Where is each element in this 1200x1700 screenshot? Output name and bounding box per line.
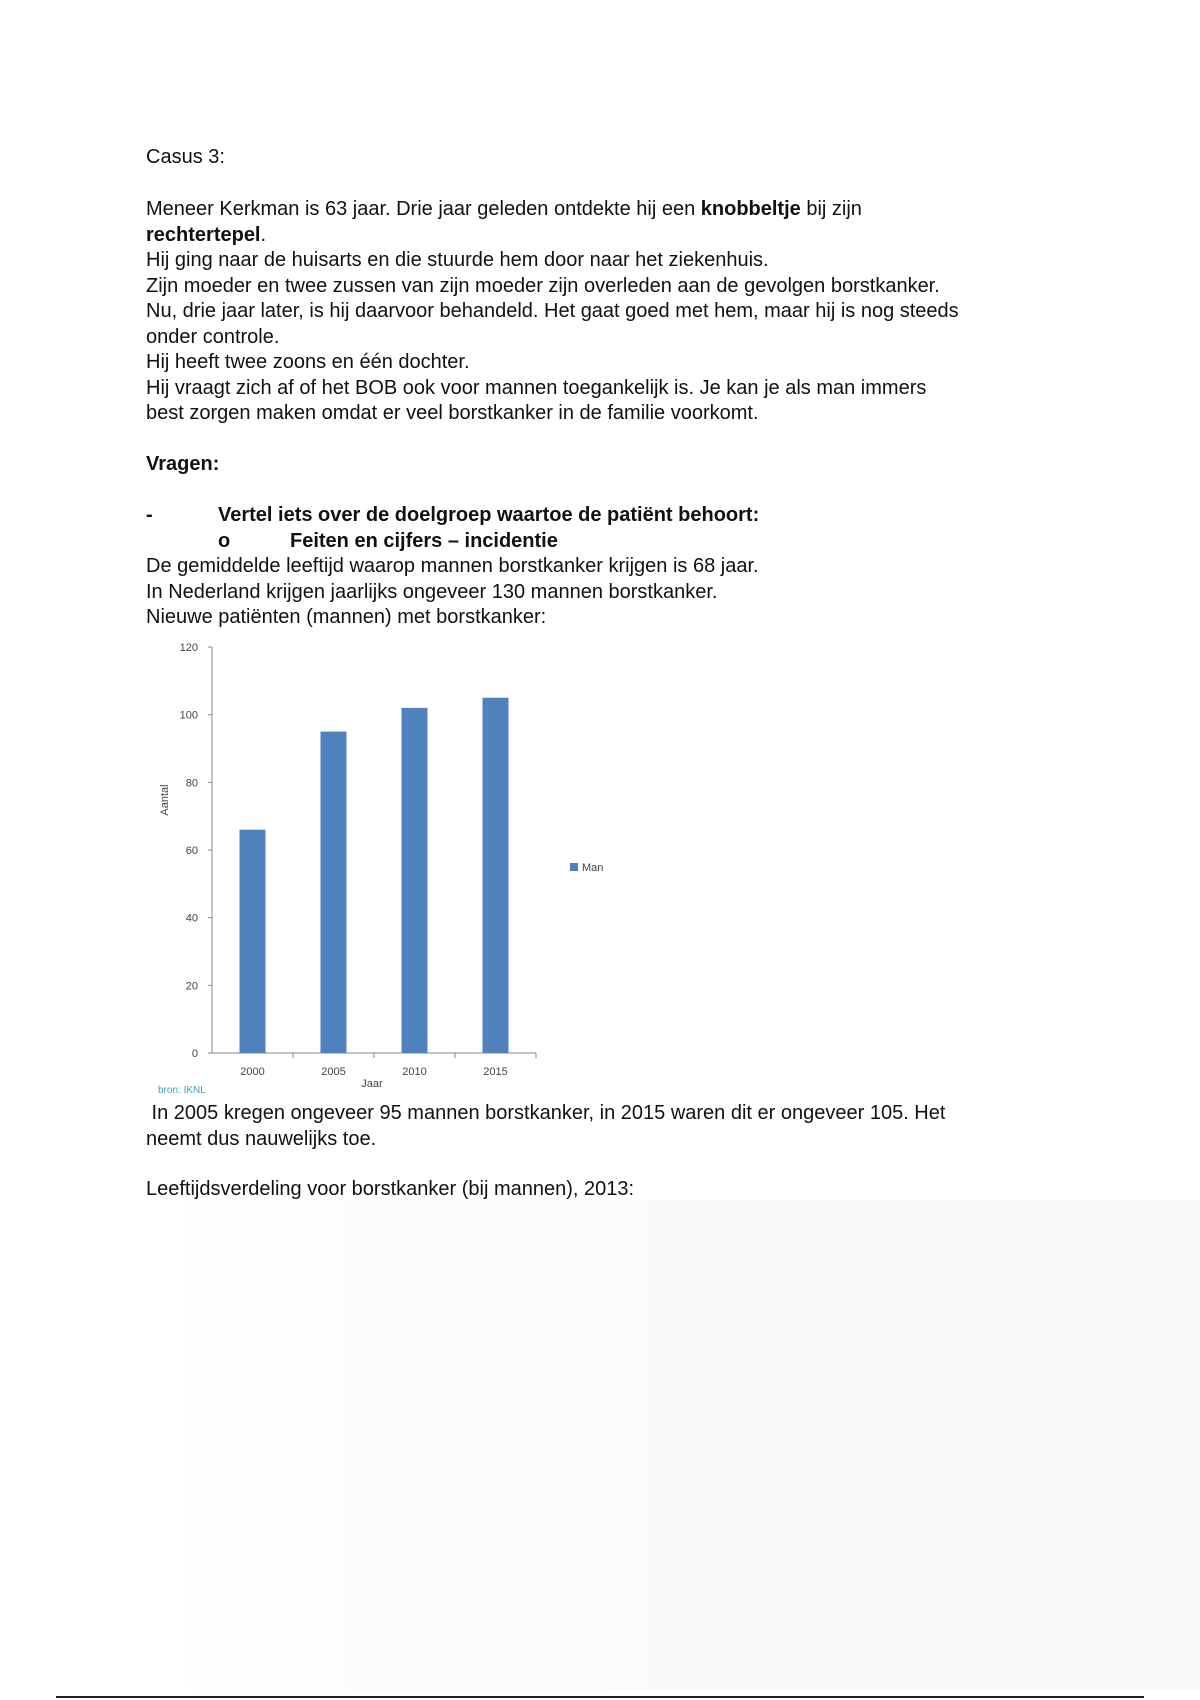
legend-label: Man — [582, 862, 604, 874]
y-tick-label: 0 — [191, 1048, 198, 1060]
intro-line-2-bold: rechtertepel — [146, 223, 261, 246]
facts-line-2: In Nederland krijgen jaarlijks ongeveer 130 mannen borstkanker. — [146, 580, 718, 603]
intro-line-4: Zijn moeder en twee zussen van zijn moeder zijn overleden aan de gevolgen borstkanker. — [146, 274, 940, 297]
intro-line-2-post: . — [260, 223, 267, 246]
age-distribution-heading-text: Leeftijdsverdeling voor borstkanker (bij mannen), 2013: — [146, 1178, 635, 1200]
question-1-sub-bullet: o — [218, 529, 231, 552]
facts-block — [146, 554, 1066, 631]
questions-heading-text: Vragen: — [146, 453, 220, 475]
intro-line-7: Hij heeft twee zoons en één dochter. — [146, 351, 470, 373]
intro-line-1-bold: knobbeltje — [700, 198, 801, 220]
intro-line-9: best zorgen maken omdat er veel borstkanker in de familie voorkomt. — [146, 402, 759, 424]
chart-source: bron: IKNL — [158, 1085, 206, 1095]
y-axis-title: Aantal — [159, 784, 171, 816]
footer-divider — [56, 1696, 1144, 1698]
bar-2010 — [402, 708, 428, 1053]
age-distribution-heading — [146, 1177, 1066, 1203]
question-1-sub-row — [146, 529, 1066, 555]
bar-2000 — [240, 830, 266, 1053]
intro-line-2 — [146, 223, 1066, 249]
y-tick-label: 120 — [179, 642, 198, 654]
y-tick-label: 40 — [185, 912, 198, 925]
y-tick-label: 60 — [185, 845, 198, 857]
x-tick-label: 2000 — [240, 1066, 265, 1078]
intro-line-6: onder controle. — [146, 325, 280, 348]
y-tick-label: 100 — [179, 709, 198, 722]
question-1-sub-text: Feiten en cijfers – incidentie — [290, 529, 558, 552]
case-title — [146, 145, 1066, 171]
question-1-row — [146, 503, 1066, 529]
x-axis-title: Jaar — [361, 1078, 383, 1090]
intro-line-1-pre: Meneer Kerkman is 63 jaar. Drie jaar geleden ontdekte hij een — [146, 198, 701, 220]
chart-commentary-line-2: neemt dus nauwelijks toe. — [146, 1127, 377, 1150]
blank-chart-area — [160, 1200, 1200, 1690]
question-1 — [146, 503, 1066, 554]
facts-line-1: De gemiddelde leeftijd waarop mannen borstkanker krijgen is 68 jaar. — [146, 555, 759, 577]
x-tick-label: 2005 — [321, 1066, 346, 1078]
x-tick-label: 2015 — [483, 1066, 508, 1078]
legend-swatch — [570, 863, 578, 871]
chart-commentary — [146, 1101, 1066, 1152]
intro-line-1 — [146, 197, 1066, 223]
bar-2005 — [321, 732, 347, 1053]
y-tick-label: 20 — [185, 980, 198, 993]
case-title-text: Casus 3: — [146, 146, 225, 168]
y-tick-label: 80 — [185, 777, 198, 790]
chart-commentary-line-1: In 2005 kregen ongeveer 95 mannen borstkanker, in 2015 waren dit er ongeveer 105. Het — [146, 1102, 946, 1124]
x-tick-label: 2010 — [402, 1066, 427, 1078]
incidence-bar-chart — [146, 635, 646, 1095]
intro-line-1-post: bij zijn — [800, 198, 862, 220]
questions-heading — [146, 452, 1066, 478]
question-1-text: Vertel iets over de doelgroep waartoe de patiënt behoort: — [218, 504, 760, 526]
facts-line-3: Nieuwe patiënten (mannen) met borstkanker: — [146, 606, 547, 628]
intro-line-5: Nu, drie jaar later, is hij daarvoor behandeld. Het gaat goed met hem, maar hij is nog steeds — [146, 300, 959, 322]
intro-line-3: Hij ging naar de huisarts en die stuurde hem door naar het ziekenhuis. — [146, 249, 769, 271]
case-intro — [146, 197, 1066, 427]
intro-line-8: Hij vraagt zich af of het BOB ook voor mannen toegankelijk is. Je kan je als man immers — [146, 376, 927, 399]
bar-2015 — [483, 698, 509, 1053]
question-1-bullet: - — [146, 504, 153, 526]
